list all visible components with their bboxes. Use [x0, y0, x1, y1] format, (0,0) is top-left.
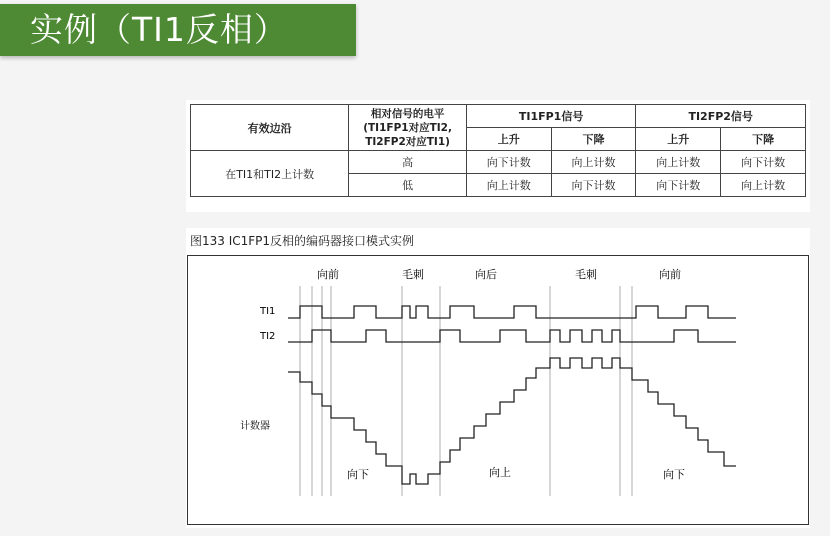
label-count-down-2: 向下 — [663, 468, 685, 481]
label-count-up: 向上 — [489, 466, 511, 479]
slide-title: 实例（TI1反相） — [30, 10, 288, 49]
header-level: 相对信号的电平 (TI1FP1对应TI2, TI2FP2对应TI1) — [349, 105, 466, 151]
slide-title-band — [0, 4, 356, 56]
figure-caption: 图133 IC1FP1反相的编码器接口模式实例 — [190, 234, 415, 248]
table-cell: 向上计数 — [636, 151, 721, 174]
table-cell: 向上计数 — [721, 174, 806, 197]
label-glitch-1: 毛刺 — [402, 268, 424, 281]
subheader-fall: 下降 — [551, 128, 636, 151]
mode-table-card — [186, 100, 810, 212]
table-cell: 向下计数 — [551, 174, 636, 197]
ti2-waveform — [288, 330, 736, 342]
header-ti1fp1: TI1FP1信号 — [466, 105, 636, 128]
label-count-down-1: 向下 — [347, 468, 369, 481]
label-ti1: TI1 — [260, 306, 276, 317]
label-forward-1: 向前 — [317, 268, 339, 281]
table-row — [191, 151, 806, 174]
subheader-fall: 下降 — [721, 128, 806, 151]
encoder-mode-table — [190, 104, 806, 197]
table-cell: 向上计数 — [551, 151, 636, 174]
table-cell: 向上计数 — [466, 174, 551, 197]
row-label: 在TI1和TI2上计数 — [191, 151, 349, 197]
label-counter: 计数器 — [240, 421, 270, 432]
ti1-waveform — [288, 306, 736, 318]
table-cell: 向下计数 — [636, 174, 721, 197]
header-ti2fp2: TI2FP2信号 — [636, 105, 806, 128]
table-cell: 向下计数 — [466, 151, 551, 174]
timing-diagram — [187, 255, 809, 525]
label-backward: 向后 — [475, 268, 497, 281]
label-glitch-2: 毛刺 — [575, 268, 597, 281]
timing-diagram-svg — [188, 256, 808, 524]
table-cell: 向下计数 — [721, 151, 806, 174]
header-edge: 有效边沿 — [191, 105, 349, 151]
subheader-rise: 上升 — [636, 128, 721, 151]
label-ti2: TI2 — [260, 331, 276, 342]
table-cell: 低 — [349, 174, 466, 197]
counter-staircase — [288, 358, 736, 484]
subheader-rise: 上升 — [466, 128, 551, 151]
label-forward-2: 向前 — [659, 268, 681, 281]
table-cell: 高 — [349, 151, 466, 174]
